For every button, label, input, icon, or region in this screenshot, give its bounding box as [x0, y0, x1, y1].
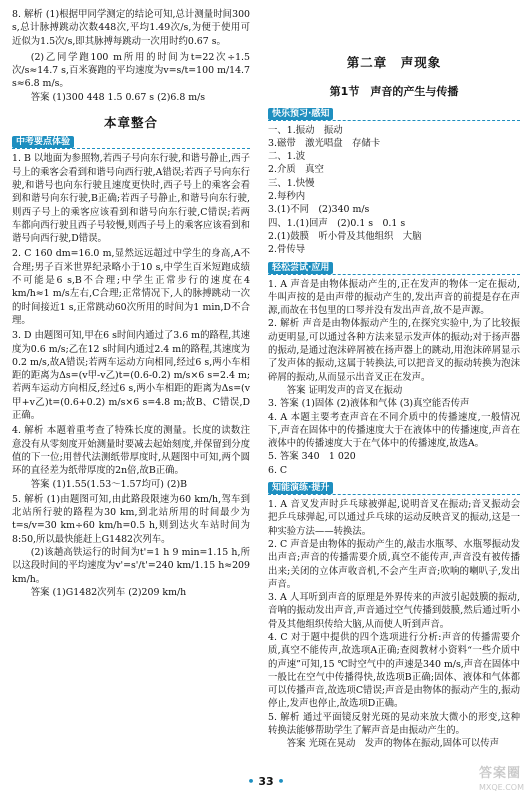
section-header-practice: [268, 481, 520, 495]
try-q5: 5. 答案 340 1 020: [268, 451, 356, 463]
section-label-exam: 中考要点体验: [12, 136, 74, 148]
q1-answer: 1. B 以地面为参照物,若西子号向东行驶,和谐号静止,西子号上的乘客会看到和谐号向西行驶,A错误;若西子号向东行驶,和谐号也向东行驶且速度更快时,西子号上的乘客会看到和谐号向东行驶,B正确;若西子号静止,和谐号向东行驶,则西子号上的乘客应该看到和谐号向东行驶,C错误;若两车都向西行驶且西子号较慢,则西子号上的乘客应该看到和谐号向西行驶,D错误。: [12, 153, 250, 245]
preview-line-10: 2.骨传导: [268, 244, 306, 256]
q5-analysis-2: (2)该趟高铁运行的时间为t'=1 h 9 min=1.15 h,所以这段时间的平均速度为v'=s'/t'=240 km/1.15 h≈209 km/h。: [12, 546, 250, 585]
chapter-summary-title: 本章整合: [103, 115, 158, 131]
try-q4: 4. A 本题主要考查声音在不同介质中的传播速度,一般情况下,声音在固体中的传播速度大于在液体中的传播速度,声音在液体中的传播速度大于在气体中的传播速度,故选A。: [268, 411, 520, 450]
chapter-title: 第二章 声现象: [346, 55, 442, 70]
preview-line-8: 四、1.(1)回声 (2)0.1 s 0.1 s: [268, 217, 406, 229]
section-title: 第1节 声音的产生与传播: [329, 85, 459, 99]
practice-q2: 2. C 声音是由物体的振动产生的,敲击水瓶琴、水瓶琴振动发出声音;声音的传播需要介质,真空不能传声,声音没有被传播出来;关闭的立体声收音机,不会产生声音;吹响的喇叭子,发出声音。: [268, 538, 520, 590]
watermark-logo: [479, 767, 524, 794]
try-q2: 2. 解析 声音是由物体振动产生的,在探究实验中,为了比较振动更明显,可以通过各种方法来显示发声体的振动;对于扬声器的振动,是通过泡沫碎屑被在扬声器上的跳动,用泡沫碎屑显示了发声体的振动,这属于转换法,可以把音叉的振动转换为泡沫碎屑的振动,从而显示出音叉正在发声。: [268, 318, 520, 383]
q4-analysis: 4. 解析 本题着重考查了特殊长度的测量。长度的读数注意没有从零刻度开始测量时要减去起始刻度,并保留到分度值的下一位;用替代法测纸带厚度时,从题图中可知,两个圆环的直径差为纸带厚度的2n倍,故B正确。: [12, 425, 250, 477]
preview-answers: [268, 124, 520, 257]
section-label-try: 轻松尝试·应用: [268, 262, 333, 274]
try-q2-answer: 答案 证明发声的音叉在振动: [286, 384, 403, 396]
preview-line-3: 二、1.波: [268, 151, 306, 163]
preview-line-5: 三、1.快慢: [268, 177, 315, 189]
preview-line-7: 3.(1)不同 (2)340 m/s: [268, 204, 370, 216]
q8-answer: 答案 (1)300 448 1.5 0.67 s (2)6.8 m/s: [30, 91, 206, 103]
preview-line-9: 2.(1)鼓膜 听小骨及其他组织 大脑: [268, 230, 422, 242]
left-column: [12, 8, 250, 599]
q8-part1: 8. 解析 (1)根据甲同学测定的结论可知,总计测量时间300 s,总计脉搏跳动次数448次,平均1.49次/s,为便于使用可近似为1.5次/s,即其脉搏每跳动一次用时约0.67 s。: [12, 9, 250, 47]
right-column: [268, 8, 520, 751]
q4-answer: 答案 (1)1.55(1.53～1.57均可) (2)B: [30, 478, 188, 490]
page-number-dot-left: •: [247, 775, 255, 788]
page-number-dot-right: •: [277, 775, 285, 788]
page-number: [0, 775, 532, 788]
section-label-practice: 知能演练·提升: [268, 482, 333, 494]
preview-line-2: 3.磁带 激光唱盘 存储卡: [268, 137, 381, 149]
watermark-url: MXQE.COM: [478, 782, 524, 792]
practice-q1: 1. A 音叉发声时乒乓球被弹起,说明音叉在振动;音叉振动会把乒乓球弹起,可以通过乒乓球的运动反映音叉的振动,这是一种实验方法——转换法。: [268, 499, 520, 537]
section-header-exam: [12, 135, 250, 149]
q3-answer: 3. D 由题图可知,甲在6 s时间内通过了3.6 m的路程,其速度为0.6 m/s;乙在12 s时间内通过2.4 m的路程,其速度为0.2 m/s,故A错误;若两车运动方向相同,经过6 s,两小车相距的距离为Δs=(v甲-v乙)t=(0.6-0.2) m/s×6 s=2.4 m;若两车运动方向相反,经过6 s,两小车相距的距离为Δs=(v甲+v乙)t=(0.6+0.2) m/s×6 s=4.8 m;故B、C错误,D正确。: [12, 330, 250, 422]
try-q3: 3. 答案 (1)固体 (2)液体和气体 (3)真空能否传声: [268, 398, 470, 410]
q5-answer: 答案 (1)G1482次列车 (2)209 km/h: [30, 586, 187, 598]
practice-q5: 5. 解析 通过平面镜反射光斑的晃动来放大微小的形变,这种转换法能够帮助学生了解声音是由振动产生的。: [268, 711, 520, 737]
practice-q4: 4. C 对于题中提供的四个选项进行分析:声音的传播需要介质,真空不能传声,故选项A正确;查阅教材小资料“一些介质中的声速”可知,15 ℃时空气中的声速是340 m/s,声音在固体中一般比在空气中传播得快,故选项B正确;固体、液体和气体都可以传播声音,故选项C错误;声音是由物体的振动产生的,振动停止,发声也停止,故选项D正确。: [268, 631, 521, 710]
preview-line-6: 2.每秒内: [268, 191, 306, 203]
try-q1: 1. A 声音是由物体振动产生的,正在发声的物体一定在振动,牛叫声按的是由声带的振动产生的,发出声音的前提是存在声源,而故在书包里的口琴并没有发出声音,故不是声源。: [268, 278, 520, 317]
q5-analysis-1: 5. 解析 (1)由题图可知,由此路段限速为60 km/h,驾车到北站所行驶的路程为30 km,到北站所用的时间最少为t=s/v=30 km÷60 km/h=0.5 h,则到达火车站时间为8:50,所以最快能赶上G1482次列车。: [12, 493, 250, 545]
preview-line-1: 一、1.振动 振动: [268, 124, 343, 136]
practice-q5-answer: 答案 光斑在晃动 发声的物体在振动,固体可以传声: [286, 738, 500, 750]
section-label-preview: 快乐预习·感知: [268, 108, 333, 120]
watermark-text: 答案圈: [478, 766, 521, 782]
try-q6: 6. C: [268, 464, 288, 476]
q2-answer: 2. C 160 dm=16.0 m,显然远远超过中学生的身高,A不合理;男子百米世界纪录略小于10 s,中学生百米短跑成绩不可能是6 s,B不合理;中学生正常步行的速度在4 km/h≈1 m/s左右,C合理;正常情况下,人的脉搏跳动一次的时间接近1 s,正常跳动60次所用的时间为1 min,D不合理。: [12, 248, 250, 326]
page-number-value: 33: [258, 775, 274, 788]
q8-part2: (2)乙同学跑100 m所用的时间为t=22次÷1.5次/s≈14.7 s,百米赛跑的平均速度为v=s/t=100 m/14.7 s≈6.8 m/s。: [12, 51, 250, 90]
section-header-preview: [268, 107, 520, 121]
section-header-try: [268, 261, 520, 275]
preview-line-4: 2.介质 真空: [268, 164, 324, 176]
practice-q3: 3. A 人耳听到声音的原理是外界传来的声波引起鼓膜的振动,音响的振动发出声音,声音通过空气传播到鼓膜,然后通过听小骨及其他组织传给大脑,从而使人听到声音。: [268, 592, 520, 630]
